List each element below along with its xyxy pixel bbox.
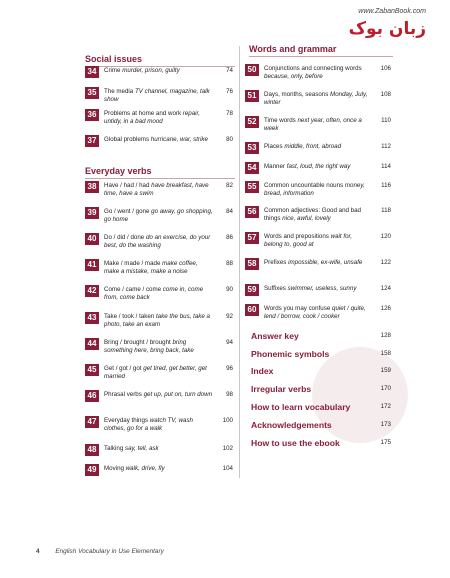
unit-number: 38 xyxy=(85,181,99,193)
entry-examples: middle, front, abroad xyxy=(284,143,342,150)
section-rule xyxy=(249,56,393,57)
entry-examples: bring something here, bring back, take xyxy=(104,339,194,354)
unit-number: 46 xyxy=(85,390,99,402)
entry-topic: Take / took / taken xyxy=(104,313,155,320)
entry-examples: watch TV, wash clothes, go for a walk xyxy=(104,417,193,432)
entry-examples: come in, come from, come back xyxy=(104,286,204,301)
entry-title xyxy=(104,391,214,399)
entry-title xyxy=(264,91,372,106)
entry-title xyxy=(104,136,214,144)
footer xyxy=(36,548,164,555)
entry-examples: TV channel, magazine, talk show xyxy=(104,88,210,103)
back-matter-entry[interactable] xyxy=(251,349,393,361)
unit-number: 36 xyxy=(85,109,99,121)
unit-number: 35 xyxy=(85,87,99,99)
entry-title xyxy=(104,339,214,354)
entry-topic: Go / went / gone xyxy=(104,208,150,215)
entry-topic: Bring / brought / brought xyxy=(104,339,171,346)
entry-page: 102 xyxy=(222,445,233,452)
column-divider xyxy=(239,46,240,478)
section-heading: Everyday verbs xyxy=(85,166,152,176)
entry-topic: Days, months, seasons xyxy=(264,91,329,98)
back-matter-entry[interactable] xyxy=(251,366,393,378)
entry-title xyxy=(264,117,372,132)
entry-title xyxy=(264,259,372,267)
entry-topic: Suffixes xyxy=(264,285,286,292)
entry-examples: next year, often, once a week xyxy=(264,117,362,132)
entry-examples: say, tell, ask xyxy=(125,445,159,452)
back-matter-page: 128 xyxy=(380,332,391,339)
entry-page: 106 xyxy=(380,65,391,72)
section-heading: Words and grammar xyxy=(249,44,337,54)
entry-page: 118 xyxy=(381,207,391,214)
entry-examples: wait for, belong to, good at xyxy=(264,233,352,248)
entry-title xyxy=(264,285,372,293)
entry-topic: Words and prepositions xyxy=(264,233,329,240)
entry-page: 126 xyxy=(380,305,391,312)
entry-title xyxy=(264,143,372,151)
entry-page: 108 xyxy=(380,91,391,98)
entry-title xyxy=(104,445,214,453)
entry-title xyxy=(104,365,214,380)
unit-number: 49 xyxy=(85,464,99,476)
entry-topic: Time words xyxy=(264,117,296,124)
entry-topic: Talking xyxy=(104,445,124,452)
entry-examples: nice, awful, lovely xyxy=(282,214,331,222)
entry-title xyxy=(104,465,214,473)
entry-title xyxy=(104,110,214,125)
entry-examples: make coffee, make a mistake, make a noise xyxy=(104,260,198,275)
entry-title xyxy=(104,67,214,75)
unit-number: 60 xyxy=(245,304,259,316)
entry-topic: Global problems xyxy=(104,136,150,143)
entry-examples: Monday, July, winter xyxy=(264,91,368,106)
entry-examples: have breakfast, have time, have a swim xyxy=(104,182,209,197)
entry-topic: Make / made / made xyxy=(104,260,161,267)
logo-url: www.ZabanBook.com xyxy=(358,8,426,15)
footer-page-number: 4 xyxy=(36,548,40,555)
unit-number: 51 xyxy=(245,90,259,102)
entry-examples: impossible, ex-wife, unsafe xyxy=(288,259,363,266)
entry-topic: Common adjectives: Good and bad things xyxy=(264,207,361,222)
back-matter-entry[interactable] xyxy=(251,402,393,414)
entry-title xyxy=(264,163,372,171)
entry-title xyxy=(264,182,372,197)
back-matter-page: 159 xyxy=(380,367,391,374)
entry-page: 82 xyxy=(226,182,233,189)
entry-examples: do an exercise, do your best, do the washing xyxy=(104,234,211,249)
unit-number: 39 xyxy=(85,207,99,219)
back-matter-entry[interactable] xyxy=(251,331,393,343)
entry-page: 88 xyxy=(226,260,233,267)
entry-page: 124 xyxy=(380,285,391,292)
entry-page: 112 xyxy=(381,143,391,150)
entry-topic: Common uncountable nouns xyxy=(264,182,344,189)
entry-page: 116 xyxy=(381,182,391,189)
back-matter-page: 158 xyxy=(380,350,391,357)
entry-topic: Manner xyxy=(264,163,285,170)
back-matter-page: 173 xyxy=(380,421,391,428)
unit-number: 57 xyxy=(245,232,259,244)
unit-number: 42 xyxy=(85,285,99,297)
back-matter-label: Phonemic symbols xyxy=(251,349,330,359)
section-rule xyxy=(85,178,235,179)
entry-topic: Moving xyxy=(104,465,124,472)
entry-examples: repair, untidy, in a bad mood xyxy=(104,110,200,125)
unit-number: 56 xyxy=(245,206,259,218)
back-matter-label: Index xyxy=(251,366,274,376)
entry-examples: hurricane, war, strike xyxy=(150,136,208,143)
back-matter-label: How to learn vocabulary xyxy=(251,402,351,412)
entry-topic: Get / got / got xyxy=(104,365,142,372)
back-matter-entry[interactable] xyxy=(251,438,393,450)
unit-number: 43 xyxy=(85,312,99,324)
footer-book-title: English Vocabulary in Use Elementary xyxy=(55,548,164,555)
unit-number: 55 xyxy=(245,181,259,193)
back-matter-label: How to use the ebook xyxy=(251,438,340,448)
entry-page: 122 xyxy=(380,259,391,266)
unit-number: 34 xyxy=(85,66,99,78)
entry-examples: take the bus, take a photo, take an exam xyxy=(104,313,210,328)
unit-number: 41 xyxy=(85,259,99,271)
entry-page: 98 xyxy=(226,391,233,398)
entry-page: 78 xyxy=(226,110,233,117)
entry-title xyxy=(104,417,214,432)
entry-examples: get tired, get better, get married xyxy=(104,365,207,380)
entry-page: 104 xyxy=(222,465,233,472)
unit-number: 45 xyxy=(85,364,99,376)
entry-page: 84 xyxy=(226,208,233,215)
unit-number: 59 xyxy=(245,284,259,296)
entry-examples: swimmer, useless, sunny xyxy=(287,285,357,292)
entry-title xyxy=(104,286,214,301)
back-matter-entry[interactable] xyxy=(251,420,393,432)
entry-examples: walk, drive, fly xyxy=(125,465,165,472)
entry-topic: Crime xyxy=(104,67,121,74)
zabanbook-logo xyxy=(320,6,440,46)
entry-topic: Have / had / had xyxy=(104,182,150,189)
entry-title xyxy=(104,182,214,197)
back-matter-label: Irregular verbs xyxy=(251,384,312,394)
logo-wordmark: زبان بوک xyxy=(348,19,426,39)
back-matter-page: 170 xyxy=(380,385,391,392)
entry-examples: money, bread, information xyxy=(264,182,365,197)
entry-topic: Do / did / done xyxy=(104,234,145,241)
entry-page: 92 xyxy=(226,313,233,320)
unit-number: 54 xyxy=(245,162,259,174)
entry-title xyxy=(264,65,372,80)
unit-number: 40 xyxy=(85,233,99,245)
unit-number: 37 xyxy=(85,135,99,147)
entry-page: 86 xyxy=(226,234,233,241)
entry-page: 76 xyxy=(226,88,233,95)
entry-page: 120 xyxy=(380,233,391,240)
back-matter-label: Acknowledgements xyxy=(251,420,332,430)
entry-examples: fast, loud, the right way xyxy=(286,163,351,170)
entry-topic: Problems at home and work xyxy=(104,110,182,117)
entry-page: 74 xyxy=(226,67,233,74)
unit-number: 44 xyxy=(85,338,99,350)
entry-topic: Everyday things xyxy=(104,417,149,424)
back-matter-page: 175 xyxy=(380,439,391,446)
unit-number: 52 xyxy=(245,116,259,128)
entry-title xyxy=(104,313,214,328)
entry-title xyxy=(104,208,214,223)
entry-title xyxy=(104,260,214,275)
entry-examples: murder, prison, guilty xyxy=(122,67,180,74)
entry-examples: because, only, before xyxy=(264,72,323,80)
entry-examples: go away, go shopping, go home xyxy=(104,208,213,223)
entry-title xyxy=(264,305,372,320)
entry-topic: Places xyxy=(264,143,283,150)
back-matter-entry[interactable] xyxy=(251,384,393,396)
unit-number: 53 xyxy=(245,142,259,154)
entry-page: 114 xyxy=(381,163,391,170)
entry-title xyxy=(104,234,214,249)
entry-page: 96 xyxy=(226,365,233,372)
entry-topic: Phrasal verbs xyxy=(104,391,142,398)
entry-topic: Prefixes xyxy=(264,259,287,266)
unit-number: 58 xyxy=(245,258,259,270)
entry-title xyxy=(104,88,214,103)
entry-page: 94 xyxy=(226,339,233,346)
entry-page: 80 xyxy=(226,136,233,143)
entry-page: 90 xyxy=(226,286,233,293)
entry-topic: The media xyxy=(104,88,134,95)
entry-page: 100 xyxy=(222,417,233,424)
entry-topic: Words you may confuse xyxy=(264,305,331,312)
entry-title xyxy=(264,207,372,222)
entry-topic: Come / came / come xyxy=(104,286,162,293)
entry-topic: Conjunctions and connecting words xyxy=(264,65,362,72)
entry-title xyxy=(264,233,372,248)
entry-examples: get up, put on, turn down xyxy=(143,391,213,398)
back-matter-label: Answer key xyxy=(251,331,299,341)
entry-page: 110 xyxy=(381,117,391,124)
unit-number: 47 xyxy=(85,416,99,428)
unit-number: 50 xyxy=(245,64,259,76)
unit-number: 48 xyxy=(85,444,99,456)
back-matter-page: 172 xyxy=(380,403,391,410)
section-heading: Social issues xyxy=(85,54,143,64)
entry-examples: quiet / quite, lend / borrow, cook / cooker xyxy=(264,305,366,320)
